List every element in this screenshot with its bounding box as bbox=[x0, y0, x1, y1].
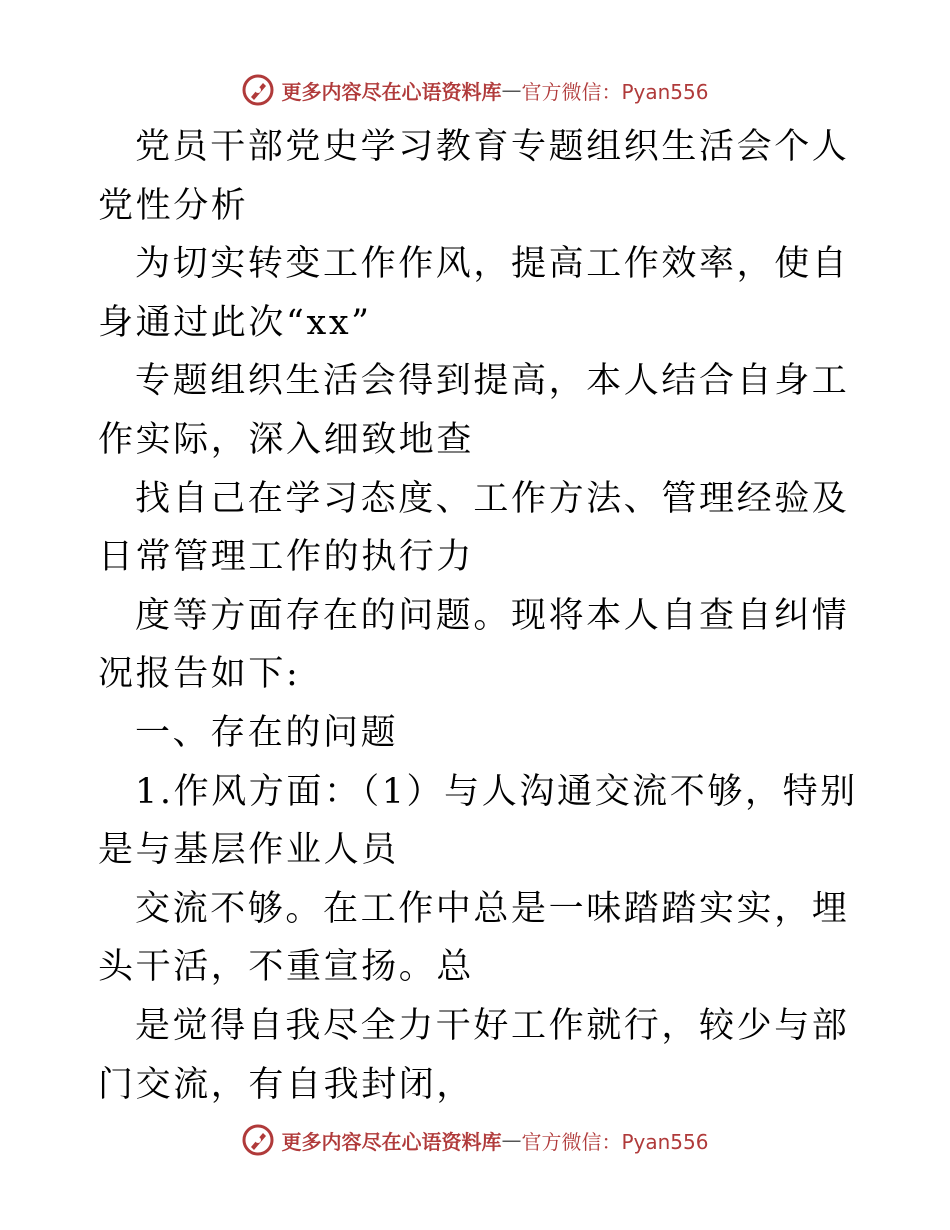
pen-circle-logo-icon bbox=[241, 1123, 275, 1157]
banner-separator: — bbox=[501, 78, 522, 102]
header-watermark-banner bbox=[0, 68, 950, 112]
document-body bbox=[98, 118, 868, 1114]
banner-contact: 官方微信：Pyan556 bbox=[521, 1129, 709, 1154]
paragraph: 交流不够。在工作中总是一味踏踏实实，埋头干活，不重宣扬。总 bbox=[98, 888, 850, 988]
paragraph: 为切实转变工作作风，提高工作效率，使自身通过此次“xx” bbox=[98, 244, 850, 343]
pen-circle-logo-icon bbox=[241, 73, 275, 107]
paragraph: 是觉得自我尽全力干好工作就行，较少与部门交流，有自我封闭， bbox=[98, 1005, 850, 1105]
banner-text: 更多内容尽在心语资料库 bbox=[281, 1129, 502, 1154]
section-heading: 一、存在的问题 bbox=[135, 712, 399, 753]
paragraph: 专题组织生活会得到提高，本人结合自身工作实际，深入细致地查 bbox=[98, 361, 850, 460]
banner-text: 更多内容尽在心语资料库 bbox=[281, 79, 502, 104]
banner-contact: 官方微信：Pyan556 bbox=[521, 79, 709, 104]
document-title: 党员干部党史学习教育专题组织生活会个人党性分析 bbox=[98, 127, 850, 226]
paragraph: 1.作风方面：（1）与人沟通交流不够，特别是与基层作业人员 bbox=[98, 771, 858, 871]
footer-watermark-banner bbox=[0, 1118, 950, 1162]
paragraph: 度等方面存在的问题。现将本人自查自纠情况报告如下: bbox=[98, 595, 850, 695]
banner-separator: — bbox=[501, 1128, 522, 1152]
paragraph: 找自己在学习态度、工作方法、管理经验及日常管理工作的执行力 bbox=[98, 478, 850, 578]
